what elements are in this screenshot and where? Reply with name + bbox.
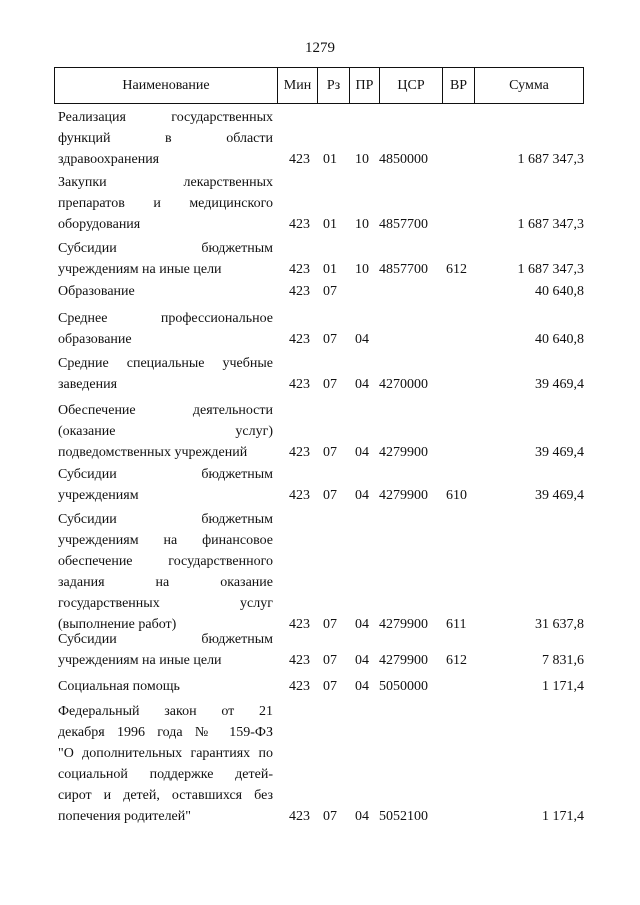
row-pr: 04 bbox=[355, 445, 369, 460]
row-vr: 611 bbox=[446, 617, 467, 632]
row-pr: 04 bbox=[355, 617, 369, 632]
row-name bbox=[58, 677, 273, 698]
row-min: 423 bbox=[289, 617, 310, 632]
row-min: 423 bbox=[289, 445, 310, 460]
row-rz: 07 bbox=[323, 617, 337, 632]
row-name-line: Федеральный закон от 21 bbox=[58, 704, 273, 719]
row-min: 423 bbox=[289, 284, 310, 299]
table-header bbox=[54, 67, 584, 104]
row-sum: 1 687 347,3 bbox=[517, 152, 584, 167]
row-csr: 4279900 bbox=[379, 488, 428, 503]
row-pr: 04 bbox=[355, 377, 369, 392]
row-name-line: Субсидии бюджетным bbox=[58, 632, 273, 647]
row-name-line: препаратов и медицинского bbox=[58, 196, 273, 211]
row-sum: 1 687 347,3 bbox=[517, 262, 584, 277]
row-name-line: учреждениям на иные цели bbox=[58, 653, 222, 668]
row-rz: 07 bbox=[323, 445, 337, 460]
row-name-line: Социальная помощь bbox=[58, 679, 180, 694]
row-name-line: попечения родителей" bbox=[58, 809, 191, 824]
row-name bbox=[58, 309, 273, 351]
table-row bbox=[0, 239, 640, 281]
row-csr: 5050000 bbox=[379, 679, 428, 694]
row-name-line: декабря 1996 года № 159-ФЗ bbox=[58, 725, 273, 740]
row-min: 423 bbox=[289, 809, 310, 824]
header-pr: ПР bbox=[350, 68, 380, 103]
row-name-line: государственных услуг bbox=[58, 596, 273, 611]
row-csr: 4857700 bbox=[379, 217, 428, 232]
row-rz: 07 bbox=[323, 377, 337, 392]
row-name bbox=[58, 510, 273, 636]
row-name-line: оборудования bbox=[58, 217, 141, 232]
table-row bbox=[0, 677, 640, 698]
row-name-line: (выполнение работ) bbox=[58, 617, 177, 632]
header-sum: Сумма bbox=[509, 77, 549, 93]
row-name bbox=[58, 239, 273, 281]
row-min: 423 bbox=[289, 332, 310, 347]
table-row bbox=[0, 630, 640, 672]
row-csr: 4279900 bbox=[379, 445, 428, 460]
row-min: 423 bbox=[289, 152, 310, 167]
row-name-line: Среднее профессиональное bbox=[58, 311, 273, 326]
page-number: 1279 bbox=[305, 40, 335, 56]
row-sum: 40 640,8 bbox=[535, 284, 584, 299]
table-row bbox=[0, 354, 640, 396]
row-sum: 1 171,4 bbox=[542, 679, 584, 694]
row-name bbox=[58, 282, 273, 303]
row-rz: 01 bbox=[323, 262, 337, 277]
row-min: 423 bbox=[289, 679, 310, 694]
row-name-line: Реализация государственных bbox=[58, 110, 273, 125]
header-rz: Рз bbox=[318, 68, 350, 103]
row-min: 423 bbox=[289, 377, 310, 392]
header-name: Наименование bbox=[55, 68, 278, 103]
row-name-line: обеспечение государственного bbox=[58, 554, 273, 569]
table-row bbox=[0, 702, 640, 828]
row-name-line: задания на оказание bbox=[58, 575, 273, 590]
table-row bbox=[0, 173, 640, 236]
row-rz: 07 bbox=[323, 488, 337, 503]
row-pr: 10 bbox=[355, 217, 369, 232]
row-vr: 612 bbox=[446, 262, 467, 277]
row-name bbox=[58, 630, 273, 672]
table-row bbox=[0, 401, 640, 464]
row-name bbox=[58, 173, 273, 236]
table-row bbox=[0, 282, 640, 303]
row-name-line: "О дополнительных гарантиях по bbox=[58, 746, 273, 761]
row-min: 423 bbox=[289, 653, 310, 668]
row-sum: 7 831,6 bbox=[542, 653, 584, 668]
row-name-line: Средние специальные учебные bbox=[58, 356, 273, 371]
row-name-line: (оказание услуг) bbox=[58, 424, 273, 439]
row-sum: 39 469,4 bbox=[535, 488, 584, 503]
table-row bbox=[0, 309, 640, 351]
row-sum: 39 469,4 bbox=[535, 445, 584, 460]
row-vr: 612 bbox=[446, 653, 467, 668]
row-name-line: социальной поддержке детей- bbox=[58, 767, 273, 782]
row-name-line: подведомственных учреждений bbox=[58, 445, 248, 460]
row-pr: 04 bbox=[355, 332, 369, 347]
table-row bbox=[0, 108, 640, 171]
row-rz: 01 bbox=[323, 217, 337, 232]
row-sum: 40 640,8 bbox=[535, 332, 584, 347]
row-name-line: Субсидии бюджетным bbox=[58, 512, 273, 527]
header-csr: ЦСР bbox=[380, 68, 443, 103]
table-row bbox=[0, 465, 640, 507]
row-name-line: заведения bbox=[58, 377, 118, 392]
row-name-line: Образование bbox=[58, 284, 135, 299]
row-name-line: Субсидии бюджетным bbox=[58, 241, 273, 256]
row-name bbox=[58, 465, 273, 507]
row-name-line: Закупки лекарственных bbox=[58, 175, 273, 190]
row-rz: 07 bbox=[323, 653, 337, 668]
row-pr: 04 bbox=[355, 488, 369, 503]
row-csr: 4857700 bbox=[379, 262, 428, 277]
row-sum: 1 687 347,3 bbox=[517, 217, 584, 232]
header-vr: ВР bbox=[443, 68, 475, 103]
row-csr: 4279900 bbox=[379, 617, 428, 632]
row-name-line: учреждениям на финансовое bbox=[58, 533, 273, 548]
row-name-line: Субсидии бюджетным bbox=[58, 467, 273, 482]
row-pr: 04 bbox=[355, 679, 369, 694]
row-rz: 07 bbox=[323, 284, 337, 299]
row-rz: 07 bbox=[323, 679, 337, 694]
row-csr: 4279900 bbox=[379, 653, 428, 668]
row-rz: 01 bbox=[323, 152, 337, 167]
row-pr: 10 bbox=[355, 262, 369, 277]
row-min: 423 bbox=[289, 217, 310, 232]
row-pr: 04 bbox=[355, 809, 369, 824]
row-name-line: здравоохранения bbox=[58, 152, 160, 167]
row-name bbox=[58, 401, 273, 464]
row-pr: 10 bbox=[355, 152, 369, 167]
row-name bbox=[58, 108, 273, 171]
row-name-line: образование bbox=[58, 332, 132, 347]
row-name bbox=[58, 354, 273, 396]
row-name-line: функций в области bbox=[58, 131, 273, 146]
row-csr: 5052100 bbox=[379, 809, 428, 824]
row-rz: 07 bbox=[323, 809, 337, 824]
row-pr: 04 bbox=[355, 653, 369, 668]
row-sum: 31 637,8 bbox=[535, 617, 584, 632]
header-min: Мин bbox=[278, 68, 318, 103]
row-min: 423 bbox=[289, 488, 310, 503]
row-name-line: сирот и детей, оставшихся без bbox=[58, 788, 273, 803]
row-rz: 07 bbox=[323, 332, 337, 347]
row-sum: 1 171,4 bbox=[542, 809, 584, 824]
row-csr: 4850000 bbox=[379, 152, 428, 167]
row-csr: 4270000 bbox=[379, 377, 428, 392]
row-name bbox=[58, 702, 273, 828]
row-vr: 610 bbox=[446, 488, 467, 503]
row-name-line: учреждениям bbox=[58, 488, 139, 503]
table-row bbox=[0, 510, 640, 636]
row-sum: 39 469,4 bbox=[535, 377, 584, 392]
row-min: 423 bbox=[289, 262, 310, 277]
row-name-line: учреждениям на иные цели bbox=[58, 262, 222, 277]
row-name-line: Обеспечение деятельности bbox=[58, 403, 273, 418]
